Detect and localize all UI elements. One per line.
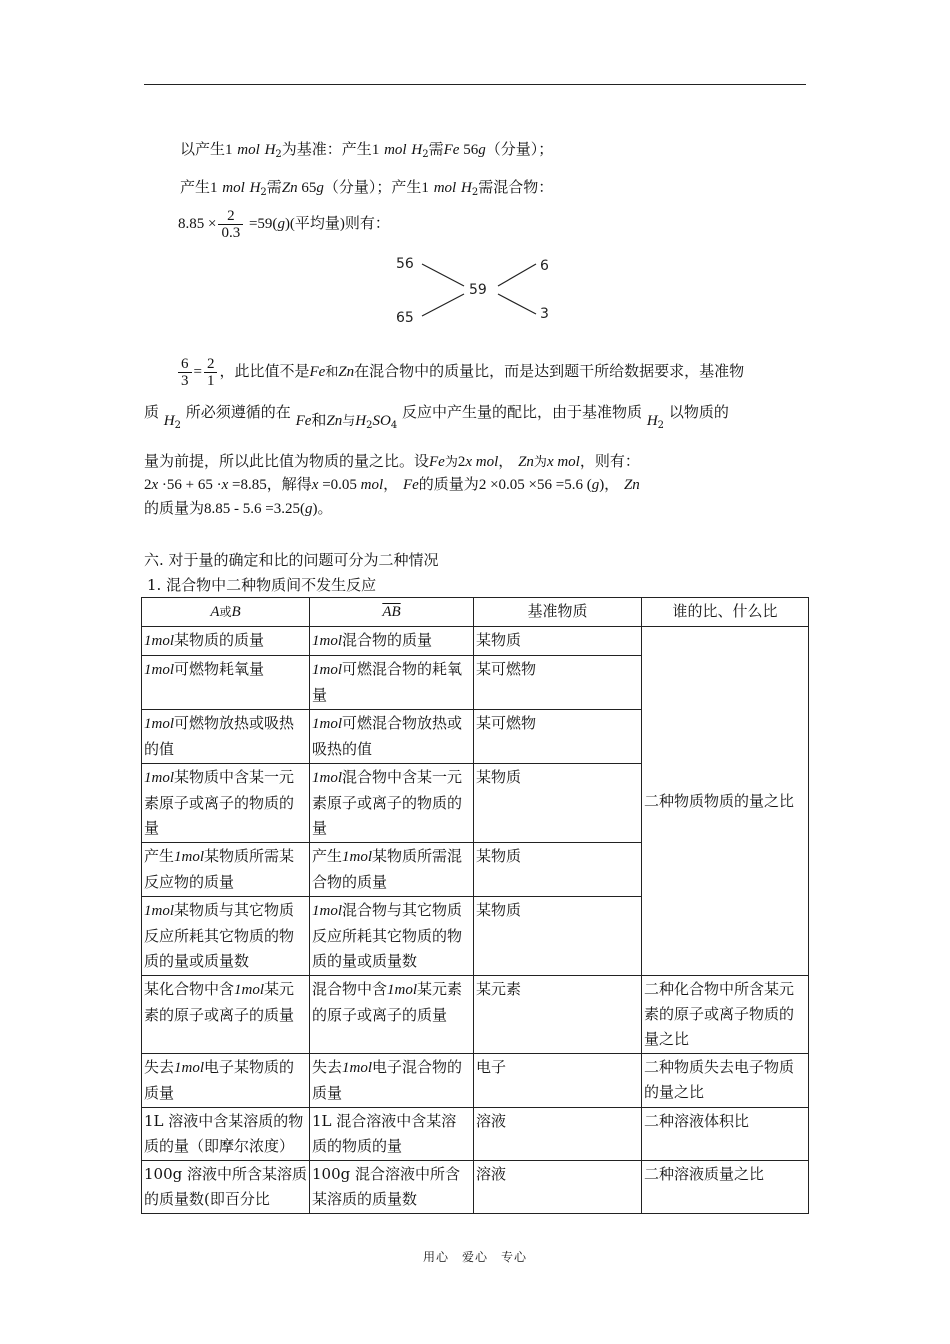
section-heading: 六. 对于量的确定和比的问题可分为二种情况 (144, 551, 439, 569)
table-cell: 二种溶液质量之比 (642, 1161, 809, 1214)
table-cell: 1L 混合溶液中含某溶质的物质的量 (310, 1108, 474, 1161)
text: 混合物中含 (312, 980, 388, 998)
text: x (221, 477, 229, 493)
text: H (411, 142, 423, 158)
text: 2 ×0.05 ×56 =5.6 ( (478, 477, 592, 493)
table-cell (310, 897, 474, 976)
text-line-1 (180, 139, 553, 165)
text: H (163, 413, 175, 429)
subsection-heading: 1. 混合物中二种物质间不发生反应 (147, 576, 377, 594)
text: 和 (311, 411, 327, 429)
text: 需 (266, 178, 282, 196)
text: 1mol (312, 633, 342, 649)
table-cell: 某物质 (474, 627, 642, 656)
text: 某化合物中含 (144, 980, 235, 998)
cross-line (498, 294, 536, 314)
text: 某物质中含某一元素原子或离子的物质的量 (144, 768, 295, 837)
text: 1 (210, 180, 218, 196)
text-line-2 (180, 177, 553, 203)
table-cell: 二种化合物中所含某元素的原子或离子物质的量之比 (642, 976, 809, 1054)
text: 1mol (144, 633, 174, 649)
text: x (151, 477, 159, 493)
text: A (210, 604, 220, 620)
text: 2 (366, 420, 373, 431)
table-cell: 二种溶液体积比 (642, 1108, 809, 1161)
table-cell (310, 976, 474, 1054)
text: 可燃混合物的耗氧量 (312, 660, 463, 704)
text: 1mol (387, 982, 418, 998)
table-cell (142, 1054, 310, 1108)
cross-line (422, 294, 464, 316)
text: 可燃物放热或吸热的值 (144, 714, 295, 758)
text: 1 (371, 142, 380, 158)
cross-top-right: 6 (540, 258, 549, 274)
text: 2 (471, 187, 479, 198)
table-row (142, 627, 809, 656)
text: 混合物的质量 (342, 631, 433, 649)
table-cell: 某元素 (474, 976, 642, 1054)
text: 2 (657, 420, 665, 431)
text: 某元素的原子或离子的质量 (144, 980, 295, 1024)
text: 为 (533, 455, 547, 470)
text: g (478, 142, 486, 158)
text: )(平均量)则有： (284, 216, 390, 232)
table-cell (310, 764, 474, 843)
text: x mol (465, 454, 499, 470)
table-cell (310, 843, 474, 897)
table-cell: 二种物质失去电子物质的量之比 (642, 1054, 809, 1108)
text: SO (372, 413, 391, 429)
table-cell (142, 710, 310, 764)
denominator: 0.3 (221, 224, 241, 241)
text: 1mol (312, 716, 342, 732)
text: x (311, 477, 319, 493)
table-row (142, 1161, 809, 1214)
paragraph-line-3 (144, 451, 640, 473)
text: =59( (245, 216, 278, 232)
text: 2 (457, 454, 466, 470)
text: 可燃混合物放热或吸热的值 (312, 714, 463, 758)
text: 混合物中含某一元素原子或离子的物质的量 (312, 768, 463, 837)
text: 所必须遵循的在 (185, 403, 291, 421)
text: 某元素的原子或离子的质量 (312, 980, 463, 1024)
text: 的质量为 (418, 475, 479, 493)
table-row (142, 976, 809, 1054)
numerator: 2 (204, 356, 218, 373)
fraction (218, 208, 243, 241)
text: g (277, 216, 285, 232)
text: （分量）；产生 (323, 178, 422, 196)
fraction (178, 356, 192, 389)
text: 1mol (174, 849, 205, 865)
text: 为基准：产生 (281, 140, 372, 158)
text: 2 (275, 149, 282, 160)
text: 1mol (234, 982, 265, 998)
header-cell: 谁的比、什么比 (642, 598, 809, 627)
cross-bottom-left: 65 (396, 310, 414, 326)
text: x mol (546, 454, 580, 470)
text: Zn (326, 413, 343, 429)
text: H (646, 413, 658, 429)
text: 反应中产生量的配比，由于基准物质 (402, 403, 643, 421)
page-footer: 用心 爱心 专心 (422, 1250, 527, 1264)
merged-cell: 二种物质物质的量之比 (642, 627, 809, 976)
text: 1mol (342, 849, 373, 865)
text: 产生 (144, 847, 175, 865)
cross-center: 59 (469, 282, 487, 298)
denominator: 3 (181, 372, 189, 389)
text: 1 (421, 180, 429, 196)
text: Fe (295, 413, 312, 429)
table-cell: 100g 混合溶液中所含某溶质的质量数 (310, 1161, 474, 1214)
table-cell: 1L 溶液中含某溶质的物质的量（即摩尔浓度） (142, 1108, 310, 1161)
text: H (249, 180, 261, 196)
text: 8.85 - 5.6 =3.25( (204, 501, 305, 517)
table-cell (142, 976, 310, 1054)
text: ·56 + 65 · (158, 477, 222, 493)
table-cell (310, 627, 474, 656)
table-cell (142, 627, 310, 656)
table-cell: 某物质 (474, 764, 642, 843)
text: 某物质所需混合物的质量 (312, 847, 463, 891)
table-cell: 电子 (474, 1054, 642, 1108)
text: 在混合物中的质量比，而是达到题干所给数据要求，基准物 (354, 362, 745, 380)
header-cell (142, 598, 310, 627)
text: g (316, 180, 324, 196)
text-line-3 (178, 206, 390, 241)
text: 质 (144, 403, 160, 421)
text: 以物质的 (668, 403, 729, 421)
text: 与 (342, 414, 356, 429)
text: 1mol (174, 1060, 205, 1076)
text: )。 (312, 501, 333, 517)
cross-bottom-right: 3 (540, 306, 549, 322)
text: 2 (260, 187, 267, 198)
table-cell (142, 656, 310, 710)
text: $\overline{AB}$ (382, 604, 401, 620)
header-cell (310, 598, 474, 627)
text: Zn (338, 364, 355, 380)
paragraph-line-2 (144, 402, 729, 431)
text: 1 (225, 142, 233, 158)
table-cell (310, 1054, 474, 1108)
text: g (304, 501, 313, 517)
table-row (142, 1054, 809, 1108)
text: mol (360, 477, 384, 493)
text: 失去 (144, 1058, 175, 1076)
numerator: 2 (218, 208, 243, 225)
text: 1mol (144, 903, 174, 919)
text: Zn (518, 454, 534, 470)
text: 产生 (180, 178, 211, 196)
text: 1mol (312, 662, 342, 678)
table-cell (142, 764, 310, 843)
text: B (231, 604, 241, 620)
text: ， (498, 452, 514, 470)
text: 8.85 × (178, 216, 217, 232)
text: （分量）； (485, 140, 554, 158)
text: =0.05 (318, 477, 361, 493)
text: 2 (422, 149, 429, 160)
cross-line (422, 264, 464, 286)
text: Zn (281, 180, 298, 196)
text: ， (383, 475, 399, 493)
table-cell: 某可燃物 (474, 656, 642, 710)
denominator: 1 (206, 372, 215, 389)
text: mol (433, 180, 457, 196)
text: 需 (428, 140, 444, 158)
text: 量为前提，所以此比值为物质的量之比。设 (144, 452, 430, 470)
text: 或 (219, 605, 232, 619)
table-header-row (142, 598, 809, 627)
text: 1mol (312, 770, 342, 786)
table-cell: 某物质 (474, 897, 642, 976)
text: 某物质所需某反应物的质量 (144, 847, 295, 891)
paragraph-line-4 (144, 474, 640, 495)
text: Fe (402, 477, 419, 493)
text: 1mol (144, 716, 174, 732)
text: H (264, 142, 276, 158)
header-rule (144, 84, 806, 85)
text: 某物质与其它物质反应所耗其它物质的物质的量或质量数 (144, 901, 295, 970)
text: 失去 (312, 1058, 343, 1076)
text: 1mol (144, 770, 174, 786)
paragraph-line-1 (176, 354, 744, 390)
text: 和 (325, 365, 339, 380)
header-cell: 基准物质 (474, 598, 642, 627)
text: 2 (144, 477, 152, 493)
text: 56 (459, 142, 479, 158)
text: Zn (623, 477, 640, 493)
text: Fe (429, 454, 445, 470)
table-cell: 溶液 (474, 1108, 642, 1161)
table-cell: 某可燃物 (474, 710, 642, 764)
text: 需混合物： (478, 178, 554, 196)
text: 某物质的质量 (174, 631, 265, 649)
text: =8.85 (228, 477, 267, 493)
cross-line (498, 264, 536, 286)
table-row (142, 1108, 809, 1161)
text: 2 (174, 420, 182, 431)
text: ，此比值不是 (219, 362, 310, 380)
text: = (193, 364, 202, 380)
text: H (460, 180, 472, 196)
text: 65 (297, 180, 317, 196)
text: Fe (443, 142, 460, 158)
table-cell (142, 843, 310, 897)
text: 4 (390, 420, 398, 431)
text: )， (599, 477, 620, 493)
cross-method-diagram (390, 250, 560, 330)
fraction (204, 356, 218, 389)
text: 电子某物质的质量 (144, 1058, 295, 1102)
text: g (591, 477, 600, 493)
comparison-table (141, 597, 809, 1214)
text: 电子混合物的质量 (312, 1058, 463, 1102)
text: 以产生 (180, 140, 226, 158)
cross-top-left: 56 (396, 256, 414, 272)
text: mol (222, 180, 245, 196)
table-cell (142, 897, 310, 976)
text: 可燃物耗氧量 (174, 660, 265, 678)
text: H (355, 413, 367, 429)
table-cell: 溶液 (474, 1161, 642, 1214)
paragraph-line-5 (144, 498, 332, 519)
table-cell (310, 656, 474, 710)
table-cell: 某物质 (474, 843, 642, 897)
text: 混合物与其它物质反应所耗其它物质的物质的量或质量数 (312, 901, 463, 970)
text: ，则有： (579, 452, 640, 470)
text: Fe (309, 364, 326, 380)
text: 产生 (312, 847, 343, 865)
text: 1mol (312, 903, 342, 919)
text: mol (384, 142, 407, 158)
text: mol (237, 142, 260, 158)
text: 1mol (342, 1060, 373, 1076)
text: 的质量为 (144, 499, 205, 517)
text: 为 (444, 455, 458, 470)
text: ，解得 (266, 475, 312, 493)
text: 1mol (144, 662, 174, 678)
table-cell (310, 710, 474, 764)
table-cell: 100g 溶液中所含某溶质的质量数(即百分比 (142, 1161, 310, 1214)
numerator: 6 (178, 356, 192, 373)
